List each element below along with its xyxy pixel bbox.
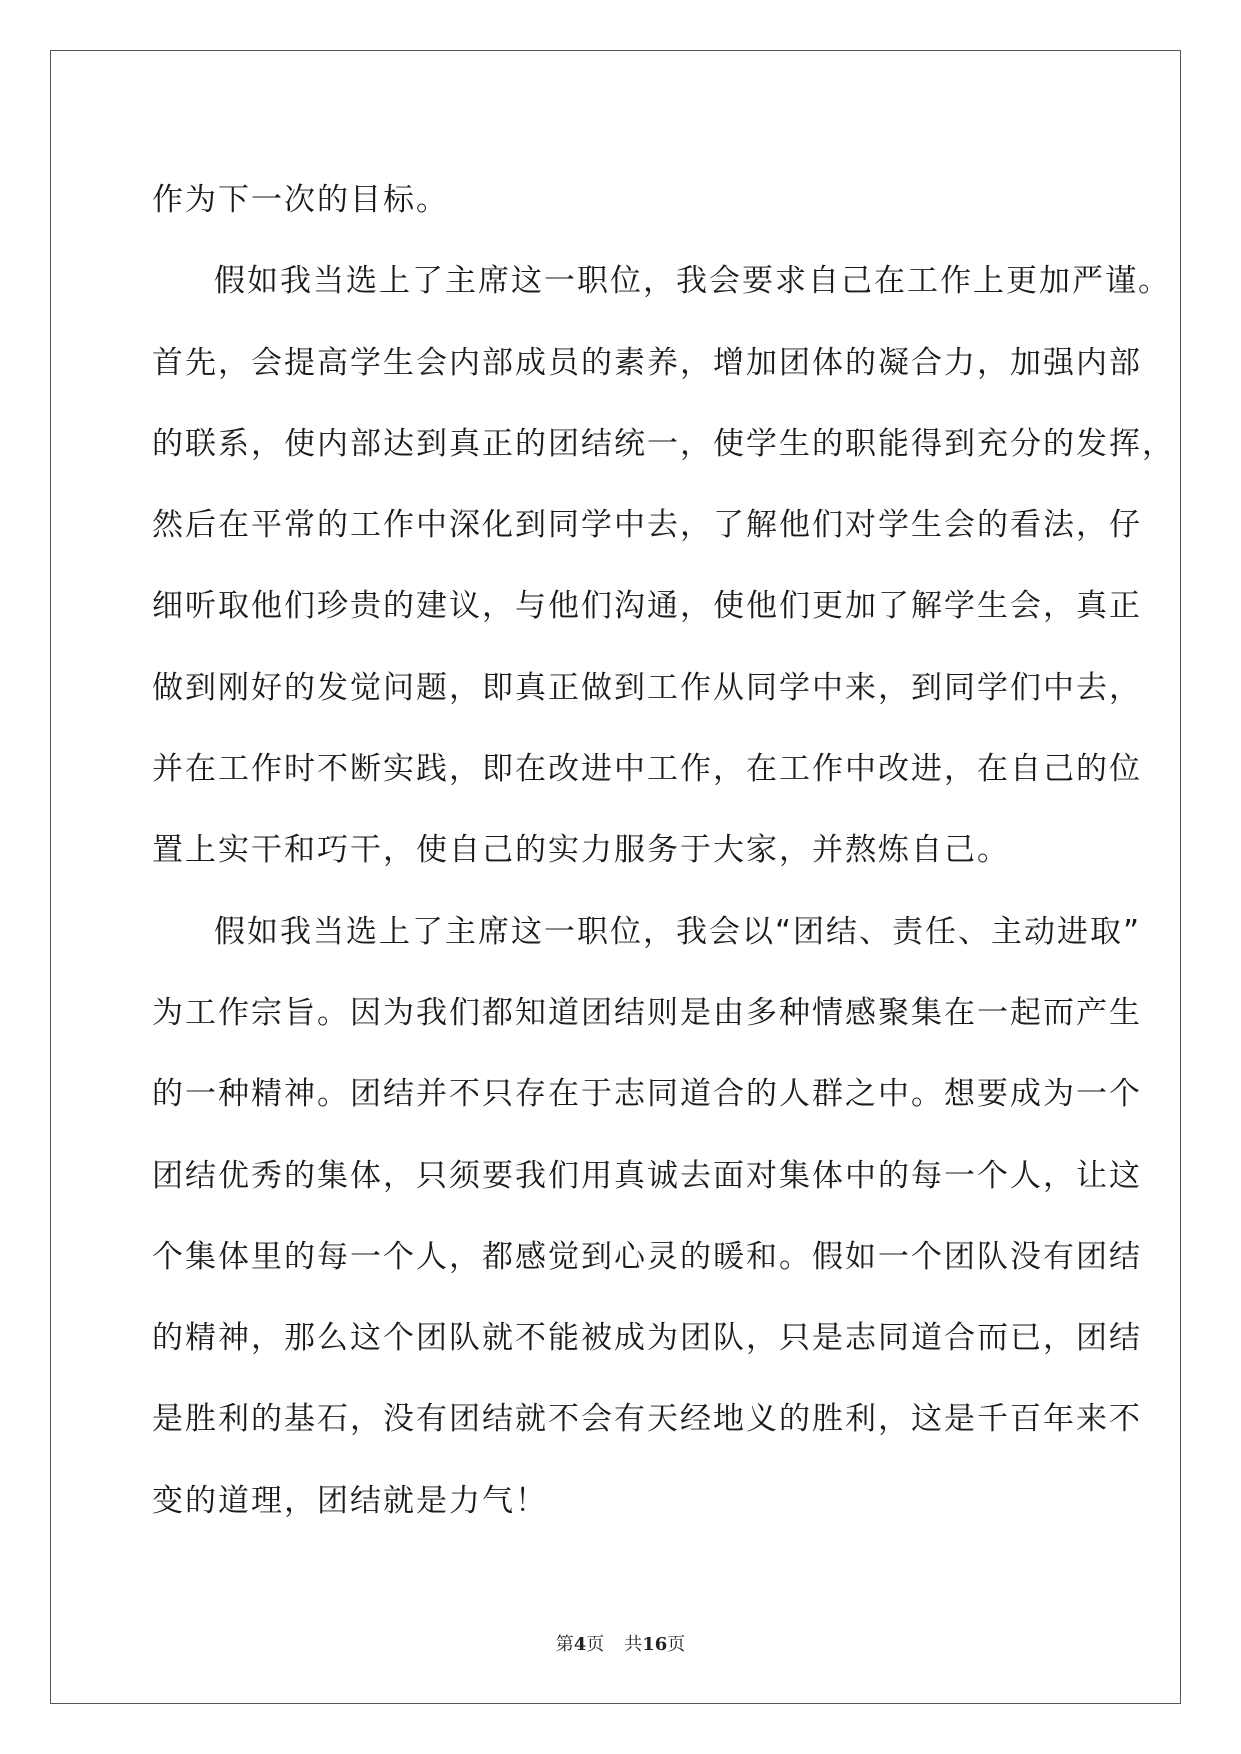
page-prefix: 第	[555, 1634, 574, 1655]
text-line: 做到刚好的发觉问题，即真正做到工作从同学中来，到同学们中去，	[152, 669, 1142, 706]
page-footer	[0, 1630, 1241, 1656]
text-line: 个集体里的每一个人，都感觉到心灵的暖和。假如一个团队没有团结	[152, 1238, 1142, 1275]
total-suffix: 页	[667, 1634, 686, 1655]
total-pages: 16	[642, 1634, 668, 1655]
text-line: 假如我当选上了主席这一职位，我会以“团结、责任、主动进取”	[214, 913, 1142, 950]
text-line: 的联系，使内部达到真正的团结统一，使学生的职能得到充分的发挥，	[152, 425, 1175, 462]
text-line: 变的道理，团结就是力气！	[152, 1482, 548, 1519]
text-line: 作为下一次的目标。	[152, 182, 449, 218]
text-line: 为工作宗旨。因为我们都知道团结则是由多种情感聚集在一起而产生	[152, 994, 1142, 1031]
text-line: 置上实干和巧干，使自己的实力服务于大家，并熬炼自己。	[152, 832, 1010, 869]
text-line: 首先，会提高学生会内部成员的素养，增加团体的凝合力，加强内部	[152, 344, 1142, 381]
text-line: 的一种精神。团结并不只存在于志同道合的人群之中。想要成为一个	[152, 1076, 1142, 1113]
text-line: 是胜利的基石，没有团结就不会有天经地义的胜利，这是千百年来不	[152, 1401, 1142, 1438]
text-line: 然后在平常的工作中深化到同学中去，了解他们对学生会的看法，仔	[152, 507, 1142, 544]
page-number: 4	[573, 1634, 587, 1655]
text-line: 假如我当选上了主席这一职位，我会要求自己在工作上更加严谨。	[214, 263, 1171, 300]
total-prefix: 共	[624, 1634, 643, 1655]
page-suffix: 页	[586, 1634, 605, 1655]
text-line: 细听取他们珍贵的建议，与他们沟通，使他们更加了解学生会，真正	[152, 588, 1142, 625]
text-line: 团结优秀的集体，只须要我们用真诚去面对集体中的每一个人，让这	[152, 1157, 1142, 1194]
document-body	[152, 160, 1175, 1542]
text-line: 并在工作时不断实践，即在改进中工作，在工作中改进，在自己的位	[152, 751, 1142, 788]
text-line: 的精神，那么这个团队就不能被成为团队，只是志同道合而已，团结	[152, 1320, 1142, 1357]
